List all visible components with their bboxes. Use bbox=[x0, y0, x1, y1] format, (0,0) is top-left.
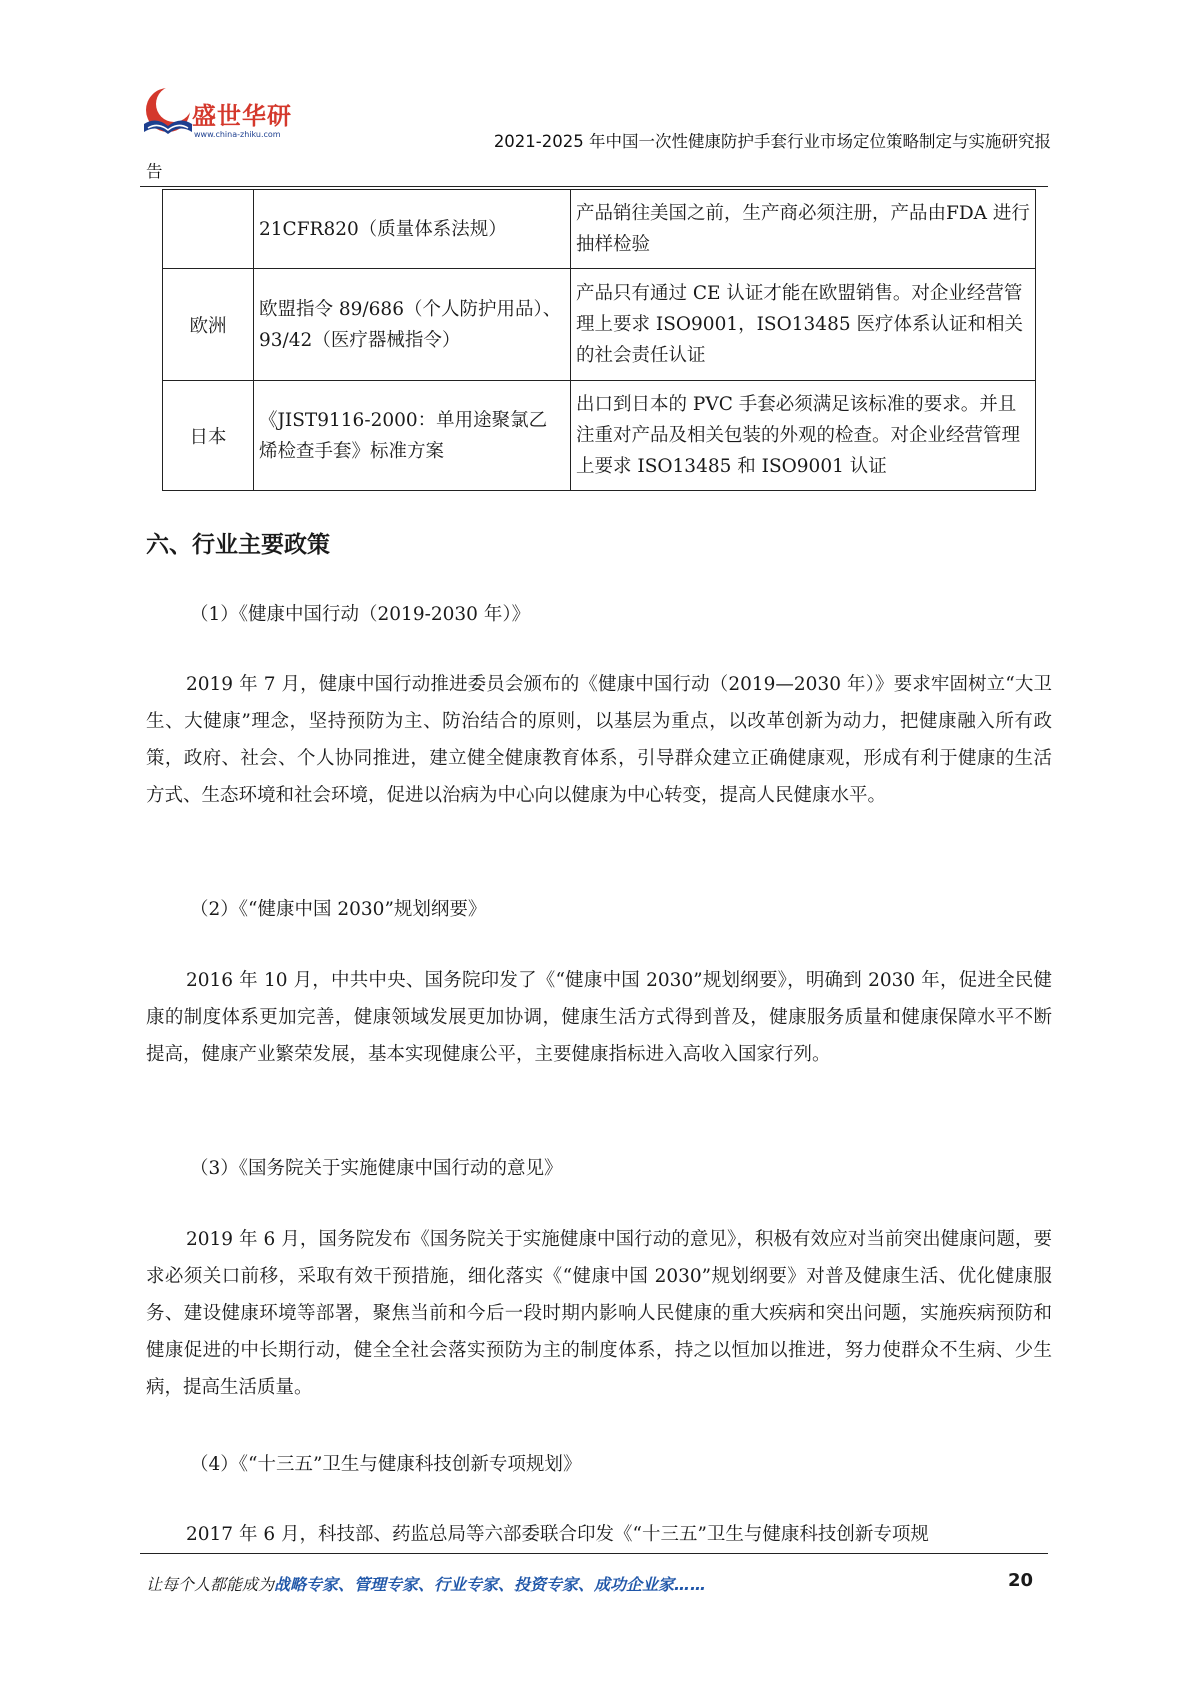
region-cell: 日本 bbox=[163, 381, 254, 491]
header-divider bbox=[140, 186, 1048, 187]
table-row bbox=[163, 381, 1036, 491]
publisher-logo bbox=[140, 84, 310, 150]
table-row bbox=[163, 190, 1036, 269]
page-number: 20 bbox=[1008, 1570, 1034, 1591]
slogan-highlight: 战略专家、管理专家、行业专家、投资专家、成功企业家 bbox=[274, 1575, 675, 1594]
policy-paragraph: 2019 年 6 月，国务院发布《国务院关于实施健康中国行动的意见》，积极有效应对当前突出健康问题，要求必须关口前移，采取有效干预措施，细化落实《“健康中国 2030”规划纲要》对普及健康生活、优化健康服务、建设健康环境等部署，聚焦当前和今后一段时期内影响人民健康的重大疾病和突出问题，实施疾病预防和健康促进的中长期行动，健全全社会落实预防为主的制度体系，持之以恒加以推进，努力使群众不生病、少生病，提高生活质量。 bbox=[146, 1229, 1052, 1398]
standards-table bbox=[162, 189, 1036, 491]
footer-divider bbox=[140, 1553, 1048, 1554]
logo-url: www.china-zhiku.com bbox=[194, 130, 281, 139]
policy-title: （2）《“健康中国 2030”规划纲要》 bbox=[190, 899, 487, 920]
section-heading: 六、行业主要政策 bbox=[146, 532, 330, 558]
policy-paragraph: 2017 年 6 月，科技部、药监总局等六部委联合印发《“十三五”卫生与健康科技创新专项规 bbox=[186, 1524, 929, 1545]
region-cell: 欧洲 bbox=[163, 269, 254, 381]
footer-slogan bbox=[146, 1572, 706, 1595]
requirement-cell: 出口到日本的 PVC 手套必须满足该标准的要求。并且注重对产品及相关包装的外观的检查。对企业经营管理上要求 ISO13485 和 ISO9001 认证 bbox=[571, 381, 1036, 491]
policy-paragraph: 2019 年 7 月，健康中国行动推进委员会颁布的《健康中国行动（2019—2030 年）》要求牢固树立“大卫生、大健康”理念，坚持预防为主、防治结合的原则，以基层为重点，以改革创新为动力，把健康融入所有政策，政府、社会、个人协同推进，建立健全健康教育体系，引导群众建立正确健康观，形成有利于健康的生活方式、生态环境和社会环境，促进以治病为中心向以健康为中心转变，提高人民健康水平。 bbox=[146, 674, 1052, 806]
logo-name: 盛世华研 bbox=[192, 102, 292, 130]
policy-title: （3）《国务院关于实施健康中国行动的意见》 bbox=[190, 1158, 563, 1179]
book-logo-icon bbox=[140, 84, 196, 148]
region-cell bbox=[163, 190, 254, 269]
policy-title: （4）《“十三五”卫生与健康科技创新专项规划》 bbox=[190, 1454, 582, 1475]
requirement-cell: 产品只有通过 CE 认证才能在欧盟销售。对企业经营管理上要求 ISO9001，ISO13485 医疗体系认证和相关的社会责任认证 bbox=[571, 269, 1036, 381]
slogan-prefix: 让每个人都能成为 bbox=[146, 1575, 275, 1594]
standard-cell: 《JIST9116-2000：单用途聚氯乙烯检查手套》标准方案 bbox=[254, 381, 571, 491]
requirement-cell: 产品销往美国之前，生产商必须注册，产品由FDA 进行抽样检验 bbox=[571, 190, 1036, 269]
slogan-suffix: …… bbox=[674, 1575, 707, 1594]
policy-paragraph: 2016 年 10 月，中共中央、国务院印发了《“健康中国 2030”规划纲要》，明确到 2030 年，促进全民健康的制度体系更加完善，健康领域发展更加协调，健康生活方式得到普及，健康服务质量和健康保障水平不断提高，健康产业繁荣发展，基本实现健康公平，主要健康指标进入高收入国家行列。 bbox=[146, 970, 1052, 1065]
document-title: 2021-2025 年中国一次性健康防护手套行业市场定位策略制定与实施研究报 bbox=[493, 132, 1051, 151]
standard-cell: 欧盟指令 89/686（个人防护用品）、93/42（医疗器械指令） bbox=[254, 269, 571, 381]
table-row bbox=[163, 269, 1036, 381]
standard-cell: 21CFR820（质量体系法规） bbox=[254, 190, 571, 269]
document-title-continuation: 告 bbox=[146, 162, 163, 181]
policy-title: （1）《健康中国行动（2019-2030 年）》 bbox=[190, 604, 531, 625]
